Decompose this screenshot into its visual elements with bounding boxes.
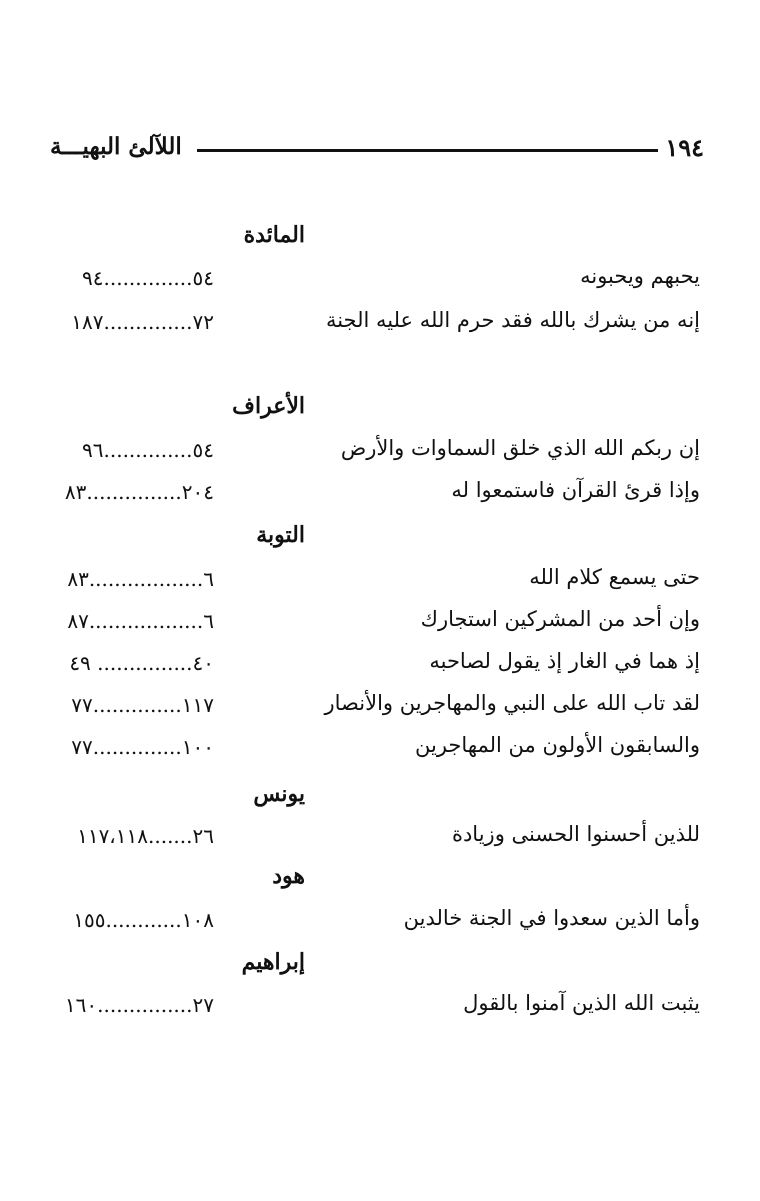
running-title: اللآلئ البهيـــة	[50, 133, 182, 160]
verse-text: لقد تاب الله على النبي والمهاجرين والأنصار	[324, 691, 700, 715]
surah-heading: يونس	[253, 781, 305, 807]
verse-reference: ١٠٨............١٥٥	[73, 908, 214, 932]
index-entry	[58, 733, 700, 767]
page-header	[50, 131, 704, 171]
surah-heading: الأعراف	[232, 393, 305, 419]
verse-text: وإذا قرئ القرآن فاستمعوا له	[451, 478, 700, 502]
verse-reference: ٦..................٨٧	[67, 609, 214, 633]
verse-text: للذين أحسنوا الحسنى وزيادة	[451, 822, 700, 846]
index-entry	[58, 906, 700, 940]
verse-text: إذ هما في الغار إذ يقول لصاحبه	[429, 649, 700, 673]
surah-heading: هود	[272, 863, 305, 889]
index-entry	[58, 478, 700, 512]
surah-heading: إبراهيم	[241, 949, 305, 975]
index-entry	[58, 308, 700, 342]
verse-text: إنه من يشرك بالله فقد حرم الله عليه الجنة	[325, 308, 700, 332]
page-number: ١٩٤	[665, 133, 704, 162]
index-entry	[58, 607, 700, 641]
index-entry	[58, 991, 700, 1025]
index-entry	[58, 436, 700, 470]
index-entry	[58, 264, 700, 298]
index-entry	[58, 565, 700, 599]
verse-reference: ٧٢..............١٨٧	[71, 310, 214, 334]
verse-reference: ٥٤..............٩٤	[82, 266, 214, 290]
verse-reference: ٥٤..............٩٦	[82, 438, 214, 462]
verse-text: يحبهم ويحبونه	[580, 264, 700, 288]
index-entry	[58, 649, 700, 683]
surah-heading: التوبة	[256, 522, 305, 548]
verse-text: والسابقون الأولون من المهاجرين	[415, 733, 700, 757]
verse-reference: ٦..................٨٣	[67, 567, 214, 591]
header-rule	[197, 149, 658, 152]
verse-text: يثبت الله الذين آمنوا بالقول	[463, 991, 700, 1015]
verse-text: وأما الذين سعدوا في الجنة خالدين	[403, 906, 700, 930]
verse-text: حتى يسمع كلام الله	[529, 565, 700, 589]
verse-text: إن ربكم الله الذي خلق السماوات والأرض	[340, 436, 700, 460]
index-entry	[58, 822, 700, 856]
verse-reference: ٢٠٤...............٨٣	[64, 480, 214, 504]
verse-reference: ٢٦.......١١٧،١١٨	[77, 824, 214, 848]
verse-reference: ٢٧...............١٦٠	[64, 993, 214, 1017]
verse-reference: ١١٧..............٧٧	[71, 693, 214, 717]
verse-text: وإن أحد من المشركين استجارك	[420, 607, 700, 631]
verse-reference: ٤٠............... ٤٩	[69, 651, 214, 675]
verse-reference: ١٠٠..............٧٧	[71, 735, 214, 759]
index-entry	[58, 691, 700, 725]
surah-heading: المائدة	[243, 222, 305, 248]
